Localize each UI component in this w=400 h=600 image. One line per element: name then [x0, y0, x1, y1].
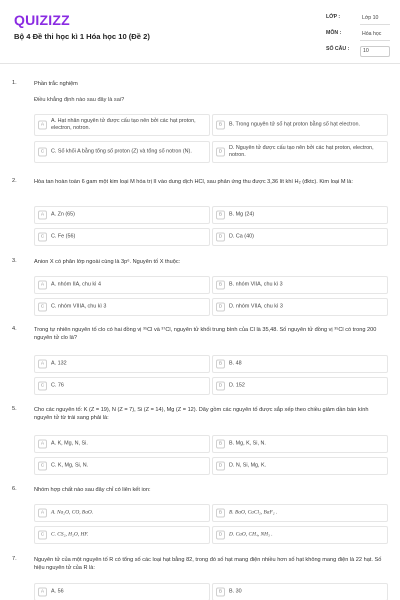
option-c[interactable]	[34, 298, 210, 316]
option-letter: A	[38, 360, 47, 369]
option-letter: C	[38, 462, 47, 471]
subject-value: Hóa học	[360, 30, 390, 41]
option-text: B. Mg, K, Si, N.	[229, 440, 266, 447]
option-letter: D	[216, 382, 225, 391]
option-b[interactable]	[212, 583, 388, 600]
question-number: 4.	[12, 326, 17, 332]
option-a[interactable]	[34, 355, 210, 373]
option-c[interactable]	[34, 228, 210, 246]
option-letter: A	[38, 211, 47, 220]
question-text: Trong tự nhiên nguyên tố clo có hai đồng vị ³⁵Cl và ³⁷Cl, nguyên tử khối trung bình của Cl là 35,48. Số nguyên tử đồng vị ³⁵Cl có trong 200 nguyên tử clo là?	[34, 327, 377, 341]
option-b[interactable]	[212, 355, 388, 373]
option-letter: D	[216, 462, 225, 471]
option-b[interactable]	[212, 435, 388, 453]
class-value: Lớp 10	[360, 14, 390, 25]
option-text: A. nhóm IIA, chu kì 4	[51, 281, 102, 288]
option-text: C. Số khối A bằng tổng số proton (Z) và tổng số notron (N).	[51, 148, 192, 155]
option-text: C. 76	[51, 382, 64, 389]
page-title: Bộ 4 Đề thi học kì 1 Hóa học 10 (Đề 2)	[14, 32, 150, 41]
question-number: 7.	[12, 556, 17, 562]
option-text: B. BaO, CaCl₂, BaF₂ .	[229, 509, 278, 516]
class-label: LỚP :	[326, 14, 341, 20]
option-letter: C	[38, 303, 47, 312]
option-letter: D	[216, 233, 225, 242]
option-c[interactable]	[34, 457, 210, 475]
option-letter: C	[38, 148, 47, 157]
option-a[interactable]	[34, 114, 210, 136]
question-text: Nguyên tử của một nguyên tố R có tổng số các loại hạt bằng 82, trong đó số hạt mang điện nhiều hơn số hạt không mang điện là 22 hạt. Số hiệu nguyên tử của R là:	[34, 557, 382, 571]
subject-label: MÔN :	[326, 30, 342, 36]
option-letter: B	[216, 360, 225, 369]
question-number: 3.	[12, 258, 17, 264]
option-text: B. 30	[229, 588, 242, 595]
option-d[interactable]	[212, 141, 388, 163]
option-b[interactable]	[212, 114, 388, 136]
option-a[interactable]	[34, 276, 210, 294]
option-text: A. K, Mg, N, Si.	[51, 440, 88, 447]
option-letter: A	[38, 121, 47, 130]
option-letter: D	[216, 531, 225, 540]
option-text: B. Mg (24)	[229, 211, 255, 218]
option-text: C. Fe (56)	[51, 233, 76, 240]
option-d[interactable]	[212, 377, 388, 395]
question-text: Cho các nguyên tố: K (Z = 19), N (Z = 7), Si (Z = 14), Mg (Z = 12). Dãy gồm các nguyên tố được sắp xếp theo chiều giảm dần bán kính nguyên tử từ trái sang phải là:	[34, 407, 369, 421]
question-count-label: SỐ CÂU :	[326, 46, 350, 52]
option-text: A. Zn (65)	[51, 211, 75, 218]
option-text: D. 152	[229, 382, 245, 389]
option-a[interactable]	[34, 583, 210, 600]
option-d[interactable]	[212, 526, 388, 544]
option-c[interactable]	[34, 141, 210, 163]
option-letter: B	[216, 211, 225, 220]
option-b[interactable]	[212, 276, 388, 294]
option-letter: A	[38, 440, 47, 449]
option-letter: A	[38, 509, 47, 518]
option-text: A. Na₂O, CO, BaO.	[51, 509, 94, 516]
option-letter: A	[38, 281, 47, 290]
option-c[interactable]	[34, 377, 210, 395]
option-text: D. N, Si, Mg, K.	[229, 462, 267, 469]
option-text: D. Ca (40)	[229, 233, 254, 240]
option-c[interactable]	[34, 526, 210, 544]
option-d[interactable]	[212, 228, 388, 246]
option-a[interactable]	[34, 206, 210, 224]
option-letter: B	[216, 440, 225, 449]
option-text: C. CS₂, H₂O, HF.	[51, 531, 89, 538]
option-text: B. 48	[229, 360, 242, 367]
option-text: A. 56	[51, 588, 64, 595]
option-a[interactable]	[34, 504, 210, 522]
option-text: A. Hạt nhân nguyên tử được cấu tạo nên bởi các hạt proton, electron, notron.	[51, 118, 196, 131]
option-letter: B	[216, 588, 225, 597]
question-number: 2.	[12, 178, 17, 184]
option-text: B. nhóm VIIA, chu kì 3	[229, 281, 283, 288]
option-text: D. nhóm VIIA, chu kì 3	[229, 303, 283, 310]
option-letter: A	[38, 588, 47, 597]
question-subtext: Điều khẳng định nào sau đây là sai?	[34, 97, 125, 103]
option-letter: B	[216, 509, 225, 518]
question-text: Phần trắc nghiệm	[34, 81, 78, 87]
quizizz-logo: QUIZIZZ	[14, 12, 70, 28]
option-d[interactable]	[212, 298, 388, 316]
question-text: Hòa tan hoàn toàn 6 gam một kim loại M hóa trị II vào dung dịch HCl, sau phản ứng thu được 3,36 lít khí H₂ (đktc). Kim loại M là:	[34, 179, 353, 185]
option-letter: C	[38, 531, 47, 540]
option-text: B. Trong nguyên tử số hạt proton bằng số hạt electron.	[229, 121, 360, 128]
option-b[interactable]	[212, 206, 388, 224]
question-number: 6.	[12, 486, 17, 492]
option-text: D. CaO, CH₄, NH₃ .	[229, 531, 273, 538]
option-a[interactable]	[34, 435, 210, 453]
option-text: C. nhóm VIIIA, chu kì 3	[51, 303, 107, 310]
question-text: Anion X có phân lớp ngoài cùng là 3p⁶. Nguyên tố X thuộc:	[34, 259, 181, 265]
page-header	[0, 0, 400, 64]
option-b[interactable]	[212, 504, 388, 522]
option-text: C. K, Mg, Si, N.	[51, 462, 89, 469]
option-text: D. Nguyên tử được cấu tạo nên bởi các hạt proton, electron, notron.	[229, 145, 374, 158]
option-d[interactable]	[212, 457, 388, 475]
option-letter: D	[216, 148, 225, 157]
option-letter: B	[216, 121, 225, 130]
question-text: Nhóm hợp chất nào sau đây chỉ có liên kết ion:	[34, 487, 151, 493]
option-text: A. 132	[51, 360, 67, 367]
option-letter: C	[38, 382, 47, 391]
question-count-value: 10	[360, 46, 390, 57]
option-letter: D	[216, 303, 225, 312]
question-number: 5.	[12, 406, 17, 412]
option-letter: B	[216, 281, 225, 290]
question-number: 1.	[12, 80, 17, 86]
option-letter: C	[38, 233, 47, 242]
